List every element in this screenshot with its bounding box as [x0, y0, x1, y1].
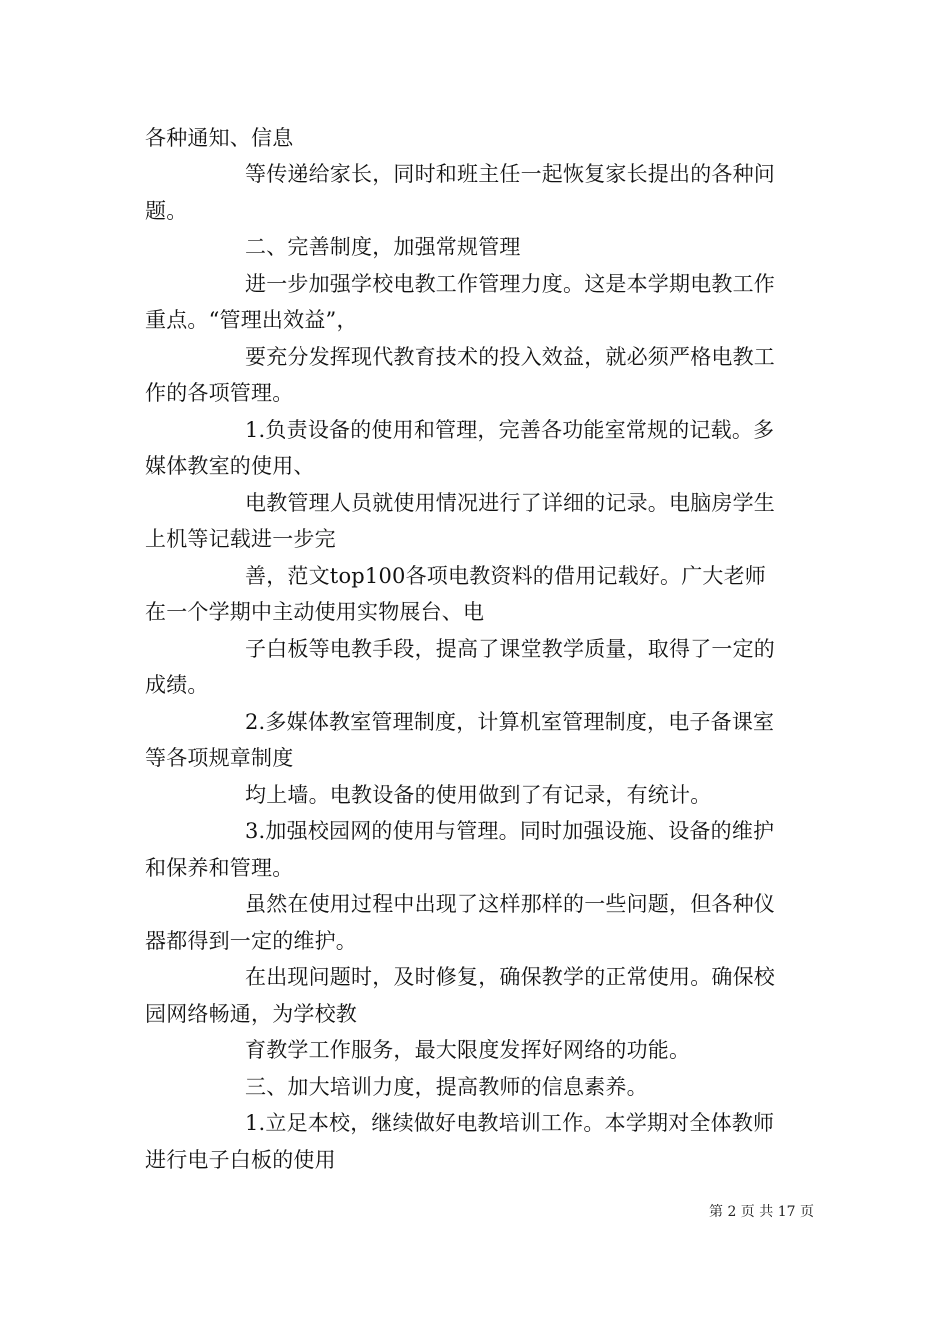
text-line: 上机等记载进一步完 — [145, 527, 336, 551]
text-line: 子白板等电教手段，提高了课堂教学质量，取得了一定的 — [245, 637, 775, 661]
text-line: 进行电子白板的使用 — [145, 1148, 336, 1172]
text-line: 1.负责设备的使用和管理，完善各功能室常规的记载。多 — [245, 418, 775, 442]
text-line: 虽然在使用过程中出现了这样那样的一些问题，但各种仪 — [245, 892, 775, 916]
text-line: 作的各项管理。 — [145, 381, 294, 405]
text-line: 进一步加强学校电教工作管理力度。这是本学期电教工作 — [245, 272, 775, 296]
text-line: 电教管理人员就使用情况进行了详细的记录。电脑房学生 — [245, 491, 775, 515]
text-line: 要充分发挥现代教育技术的投入效益，就必须严格电教工 — [245, 345, 775, 369]
text-line: 成绩。 — [145, 673, 209, 697]
text-line: 1.立足本校，继续做好电教培训工作。本学期对全体教师 — [245, 1111, 775, 1135]
text-line: 在出现问题时，及时修复，确保教学的正常使用。确保校 — [245, 965, 775, 989]
text-line: 器都得到一定的维护。 — [145, 929, 357, 953]
section-heading: 三、加大培训力度，提高教师的信息素养。 — [245, 1075, 648, 1099]
text-line: 在一个学期中主动使用实物展台、电 — [145, 600, 485, 624]
text-line: 善，范文top100各项电教资料的借用记载好。广大老师 — [245, 564, 767, 588]
text-line: 等各项规章制度 — [145, 746, 294, 770]
text-line: 题。 — [145, 199, 188, 223]
text-line: 园网络畅通，为学校教 — [145, 1002, 357, 1026]
page-number: 第 2 页 共 17 页 — [709, 1204, 814, 1220]
text-line: 重点。“管理出效益”， — [145, 308, 358, 332]
text-line: 育教学工作服务，最大限度发挥好网络的功能。 — [245, 1038, 691, 1062]
section-heading: 二、完善制度，加强常规管理 — [245, 235, 521, 259]
text-line: 等传递给家长，同时和班主任一起恢复家长提出的各种问 — [245, 162, 775, 186]
text-line: 各种通知、信息 — [145, 126, 294, 150]
text-line: 均上墙。电教设备的使用做到了有记录，有统计。 — [245, 783, 712, 807]
text-line: 媒体教室的使用、 — [145, 454, 315, 478]
text-line: 2.多媒体教室管理制度，计算机室管理制度，电子备课室 — [245, 710, 775, 734]
text-line: 和保养和管理。 — [145, 856, 294, 880]
text-line: 3.加强校园网的使用与管理。同时加强设施、设备的维护 — [245, 819, 775, 843]
